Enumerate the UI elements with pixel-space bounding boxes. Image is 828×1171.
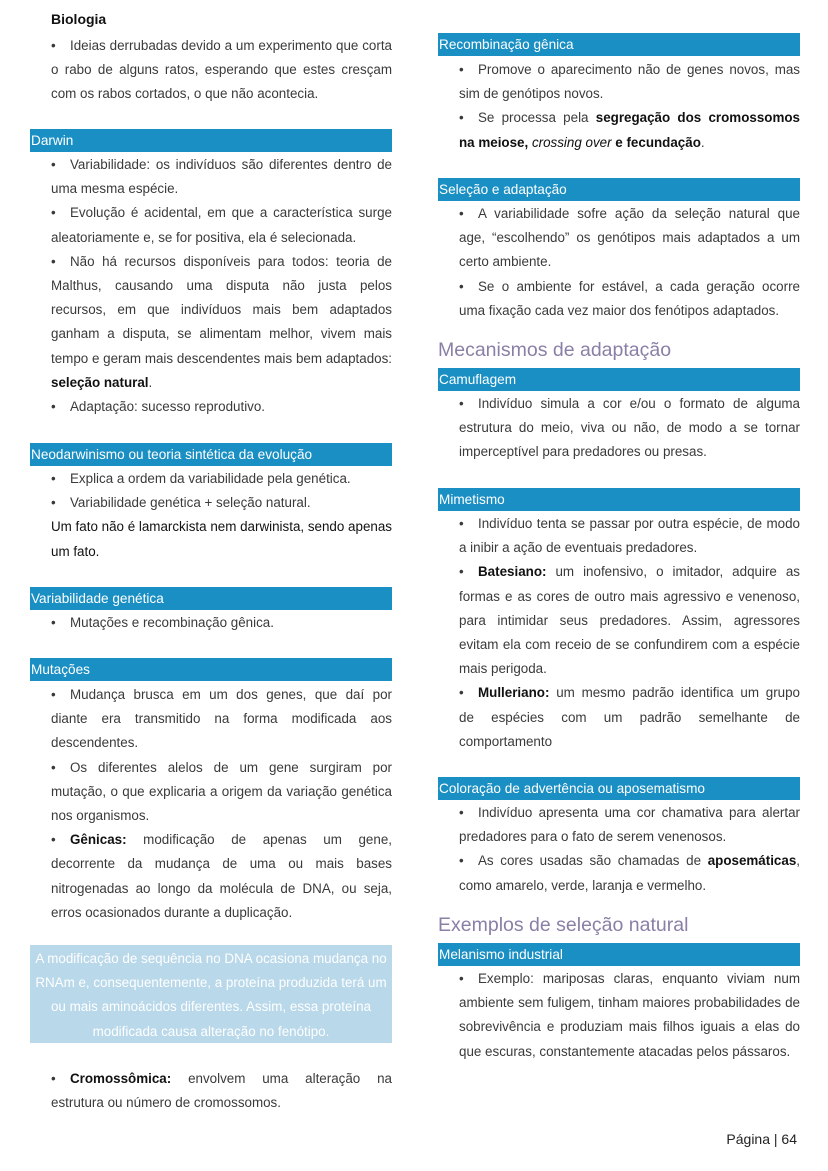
section-header-neodarwinismo: Neodarwinismo ou teoria sintética da evolução [30,443,392,466]
bullet-icon: • [459,971,464,986]
list-item: • Se processa pela segregação dos cromossomos na meiose, crossing over e fecundação. [459,106,800,154]
bullet-icon: • [51,38,56,53]
bullet-icon: • [51,471,56,486]
melanismo-list [438,967,800,1064]
bullet-icon: • [51,495,56,511]
bullet-icon: • [459,564,464,580]
note-text: Um fato não é lamarckista nem darwinista, sendo apenas um fato. [51,519,392,559]
neodarwinismo-list [30,467,392,564]
list-item: • Evolução é acidental, em que a característica surge aleatoriamente e, se for positiva, ela é selecionada. [51,201,392,249]
bold-term: Gênicas: [70,832,127,848]
bullet-icon: • [459,278,464,294]
subject-title: Biologia [51,11,107,27]
list-item: • Exemplo: mariposas claras, enquanto viviam num ambiente sem fuligem, tinham maiores probabilidades de sobrevivência e produziam mais filhos iguais a elas do que escuras, constantemente atacadas pelos pássaros. [459,967,800,1064]
bullet-icon: • [459,62,464,77]
bullet-icon: • [51,399,56,415]
page-number: Página | 64 [726,1131,797,1147]
section-title-mecanismos: Mecanismos de adaptação [438,339,672,361]
bullet-icon: • [459,805,464,820]
list-item: • Mudança brusca em um dos genes, que daí por diante era transmitido na forma modificada aos descendentes. [51,683,392,756]
mutacoes-list [30,683,392,925]
callout-box: A modificação de sequência no DNA ocasiona mudança no RNAm e, consequentemente, a proteína produzida terá um ou mais aminoácidos diferentes. Assim, essa proteína modificada causa alteração no fenótipo. [30,945,392,1043]
section-header-recombinacao: Recombinação gênica [438,33,800,56]
section-title-exemplos: Exemplos de seleção natural [438,914,689,936]
list-item: • Indivíduo apresenta uma cor chamativa para alertar predadores para o fato de serem venenosos. [459,801,800,849]
camuflagem-list [438,392,800,465]
list-item: • Mutações e recombinação gênica. [51,611,392,635]
coloracao-list [438,801,800,898]
section-header-camuflagem: Camuflagem [438,368,800,391]
bullet-icon: • [459,516,464,531]
section-header-mutacoes: Mutações [30,658,392,681]
list-item: • Os diferentes alelos de um gene surgiram por mutação, o que explicaria a origem da variação genética nos organismos. [51,756,392,829]
list-item: • Variabilidade: os indivíduos são diferentes dentro de uma mesma espécie. [51,153,392,201]
section-header-melanismo: Melanismo industrial [438,943,800,966]
bullet-icon: • [51,759,56,775]
bold-term: Mulleriano: [478,685,550,701]
bullet-icon: • [51,157,56,172]
bullet-icon: • [51,615,56,630]
bullet-icon: • [459,396,464,411]
bullet-icon: • [459,685,464,701]
bullet-icon: • [51,205,56,221]
list-item: • As cores usadas são chamadas de aposemáticas, como amarelo, verde, laranja e vermelho. [459,849,800,897]
bullet-icon: • [51,1071,56,1086]
bullet-icon: • [51,687,56,702]
section-header-selecao: Seleção e adaptação [438,178,800,201]
bullet-icon: • [459,110,464,126]
section-header-darwin: Darwin [30,129,392,152]
cromossomica-item: • Cromossômica: envolvem uma alteração na estrutura ou número de cromossomos. [30,1067,392,1115]
bold-term: seleção natural [51,374,149,390]
list-item: • Gênicas: modificação de apenas um gene, decorrente da mudança de uma ou mais bases nitrogenadas ao longo da molécula de DNA, ou seja, erros ocasionados durante a duplicação. [51,828,392,925]
list-item: • Variabilidade genética + seleção natural. [51,491,392,515]
bullet-icon: • [459,853,464,869]
recombinacao-list [438,58,800,155]
section-header-coloracao: Coloração de advertência ou aposematismo [438,777,800,800]
list-item: • Não há recursos disponíveis para todos: teoria de Malthus, causando uma disputa não justa pelos recursos, em que indivíduos mais bem adaptados ganham a disputa, se alimentam melhor, vivem mais tempo e geram mais descendentes mais bem adaptados: seleção natural. [51,250,392,395]
bullet-icon: • [459,206,464,221]
intro-bullet: • Ideias derrubadas devido a um experimento que corta o rabo de alguns ratos, esperando que estes cresçam com os rabos cortados, o que não acontecia. [30,34,392,107]
list-item: • Mulleriano: um mesmo padrão identifica um grupo de espécies com um padrão semelhante de comportamento [459,681,800,754]
bold-term: Batesiano: [478,564,547,580]
darwin-list [30,153,392,419]
selecao-list [438,202,800,323]
list-item: • A variabilidade sofre ação da seleção natural que age, “escolhendo” os genótipos mais adaptados a um certo ambiente. [459,202,800,275]
section-header-variabilidade: Variabilidade genética [30,587,392,610]
list-item: • Adaptação: sucesso reprodutivo. [51,395,392,419]
list-item: • Explica a ordem da variabilidade pela genética. [51,467,392,491]
bold-term: Cromossômica: [70,1071,172,1086]
mimetismo-list [438,512,800,754]
list-item: • Indivíduo tenta se passar por outra espécie, de modo a inibir a ação de eventuais predadores. [459,512,800,560]
list-item: • Batesiano: um inofensivo, o imitador, adquire as formas e as cores de outro mais agressivo e venenoso, para intimidar seus predadores. Assim, agressores evitam ela com receio de se confundirem com a espécie mais perigoda. [459,560,800,681]
list-item: • Se o ambiente for estável, a cada geração ocorre uma fixação cada vez maior dos fenótipos adaptados. [459,275,800,323]
list-item: • Indivíduo simula a cor e/ou o formato de alguma estrutura do meio, viva ou não, de modo a se tornar imperceptível para predadores ou presas. [459,392,800,465]
bullet-icon: • [51,253,56,269]
bullet-icon: • [51,832,56,848]
list-item: • Promove o aparecimento não de genes novos, mas sim de genótipos novos. [459,58,800,106]
section-header-mimetismo: Mimetismo [438,488,800,511]
variabilidade-list [30,611,392,635]
